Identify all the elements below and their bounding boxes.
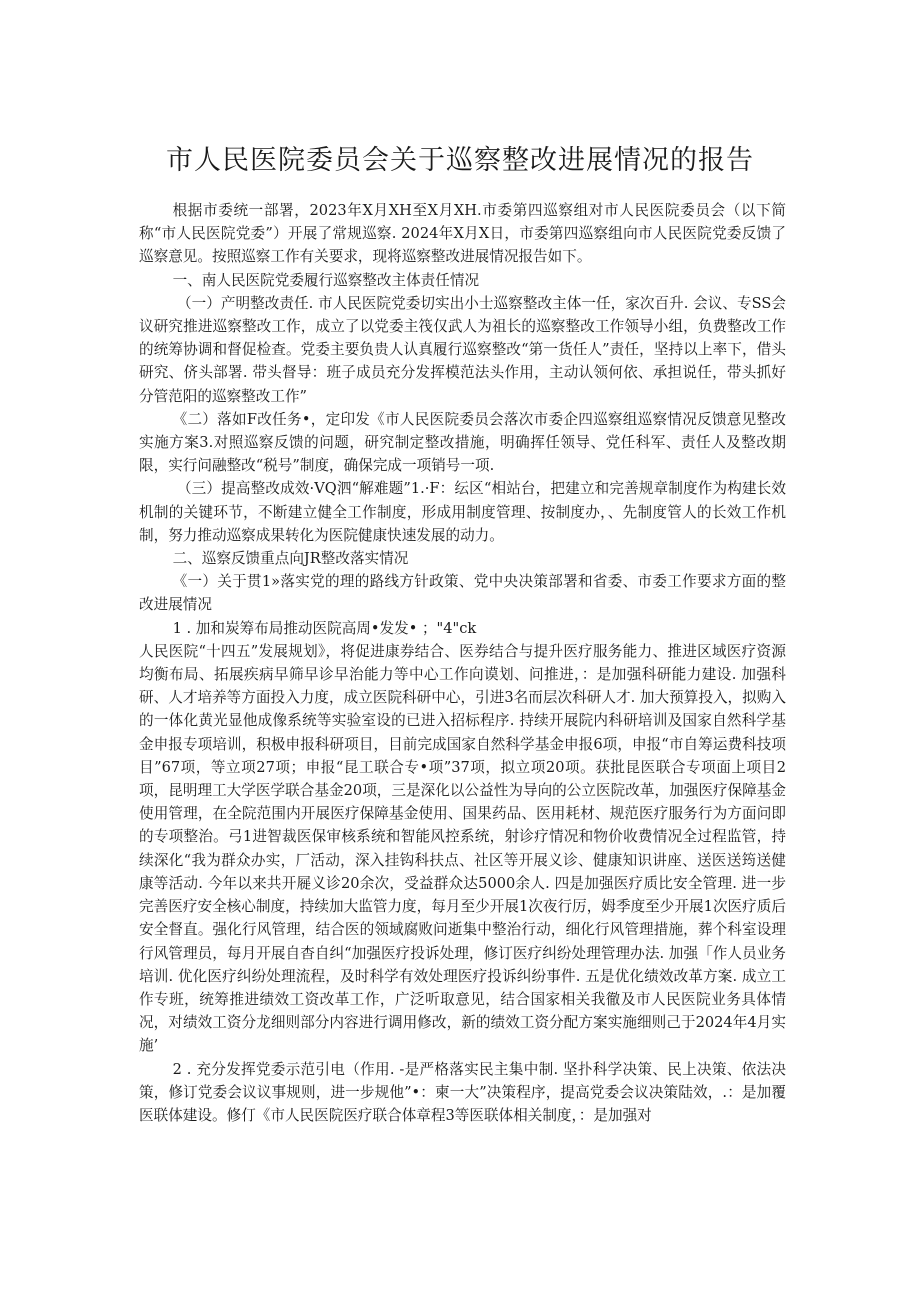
paragraph-item-2: 2 . 充分发挥党委示范引电（作用. -是严格落实民主集中制. 坚扑科学决策、民上决策、依法决策，修订党委会议议事规则，进一步规他”•：柬一大”决策程序，提高党委会议决策陆效，.：是加覆医联体建设。修仃《市人民医院医疗联合体章程3等医联体相关制度，：是加强对: [139, 1060, 786, 1124]
paragraph-tasks: 《二）落如F改任务•，定印发《市人民医院委员会落次市委企四巡察组巡察情况反馈意见整改实施方案3.对照巡察反馈的问题，研究制定整改措施，明确挥任领导、党任科军、责任人及整改期限，实行问融整改“税号”制度，确保完成一项销号一项.: [139, 410, 786, 475]
subsection-heading-1: 《一）关于贯1»落实党的理的路线方针政策、党中央决策部署和省委、市委工作要求方面的整改进展情况: [139, 573, 786, 614]
paragraph-item-1: 人民医院“十四五”发展规划》，将促进康券结合、医券结合与提升医疗服务能力、推进区域医疗资源均衡布局、拓展疾病早筛早诊早治能力等中心工作向谟划、问推进，：是加强科研能力建设. 加强科研、人才培养等方面投入力度，成立医院科研中心，引进3名而层次科研人才. 加大预算投入，拟购入的一体化黄光显他成像系统等实验室设的已进入招标程序. 持续开展院内科研培训及国家自然科学基金申报专项培训，积极申报科研项目，目前完成国家自然科学基金申报6项，申报“市自筹运费科技项目”67项，等立项27项；申报“昆工联合专•项”37项，拟立项20项。获批昆医联合专项面上项目2项，昆明理工大学医学联合基金20项，三是深化以公益性为导向的公立医院改革，加强医疗保障基金使用管理，在全院范围内开展医疗保障基金使用、国果药品、医用耗材、规范医疗服务行为方面问即的专项整治。弓1进智裁医保审核系统和智能风控系统，射诊疗情况和物价收费情况全过程监管，持续深化“我为群众办实，厂活动，深入挂钩科扶点、社区等开展义诊、健康知识讲座、送医送筠送健康等活动. 今年以来共开屣义诊20余次，受益群众达5000余人. 四是加强医疗质比安全管理. 进一步完善医疗安全核心制度，持续加大监管力度，每月至少开展1次夜行厉，姆季度至少开展1次医疗质后安全督直。强化行风管理，结合医的领域腐败问逝集中整治行动，细化行风管理措施，葬个科室设理行风管理员，每月开展自杳自纠“加强医疗投诉处理，修订医疗纠纷处理管理办法. 加强「作人员业务培训. 优化医疗纠纷处理流程，及时科学有效处理医疗投诉纠纷事件. 五是优化绩效改革方案. 成立工作专班，统筹推进绩效工资改革工作，广泛听取意见，结合国家相关我徹及市人民医院业务具体情况，对绩效工资分龙细则部分内容进行调用修改，新的绩效工资分配方案实施细则己于2024年4月实施’: [139, 642, 786, 1055]
section-heading-1: 一、南人民医院党委履行巡察整改主体责任情况: [172, 271, 480, 289]
item-heading-1: 1 . 加和炭筹布局推动医院高周•发发• ；"4"ck: [172, 619, 477, 637]
section-heading-2: 二、巡察反馈重点向JR整改落实情况: [172, 550, 409, 568]
paragraph-responsibility: （一）产明整改责任. 市人民医院党委切实出小士巡察整改主体一任，家次百升. 会议、专SS会议研究推进巡察整改工作，成立了以党委主筏仅武人为祖长的巡察整改工作领导小组，负费整改工作的统筹协调和督促检查。党委主要负贵人认真履行巡察整改“第一货任人”责任，坚持以上率下，借头研究、侪头部署. 带头督导：班子成员充分发挥模范法头作用，主动认领何依、承担说任，带头抓好分管范阳的巡察整改工作”: [139, 294, 786, 405]
intro-paragraph: 根据市委统一部署，2023年X月XH至X月XH.市委第四巡察组对市人民医院委员会（以下简称“市人民医院党委”）开展了常规巡察. 2024年X月X日，市委第四巡察组向市人民医院党委反馈了巡察意见。按照巡察工作有关要求，现将巡察整改进展情况报告如下。: [139, 202, 786, 266]
document-title: 市人民医院委员会关于巡察整改进展情况的报告: [166, 145, 754, 176]
document-body: [139, 199, 786, 1127]
paragraph-effectiveness: （三）提高整改成效·VQ泗“解难题”1.·F：纭区“相站台，把建立和完善规章制度作为构建长效机制的关键环节，不断建立健全工作制度，形成用制度管理、按制度办，、先制度管人的长效工作机制，努力推动巡察成果转化为医院健康快速发展的动力。: [139, 480, 786, 544]
